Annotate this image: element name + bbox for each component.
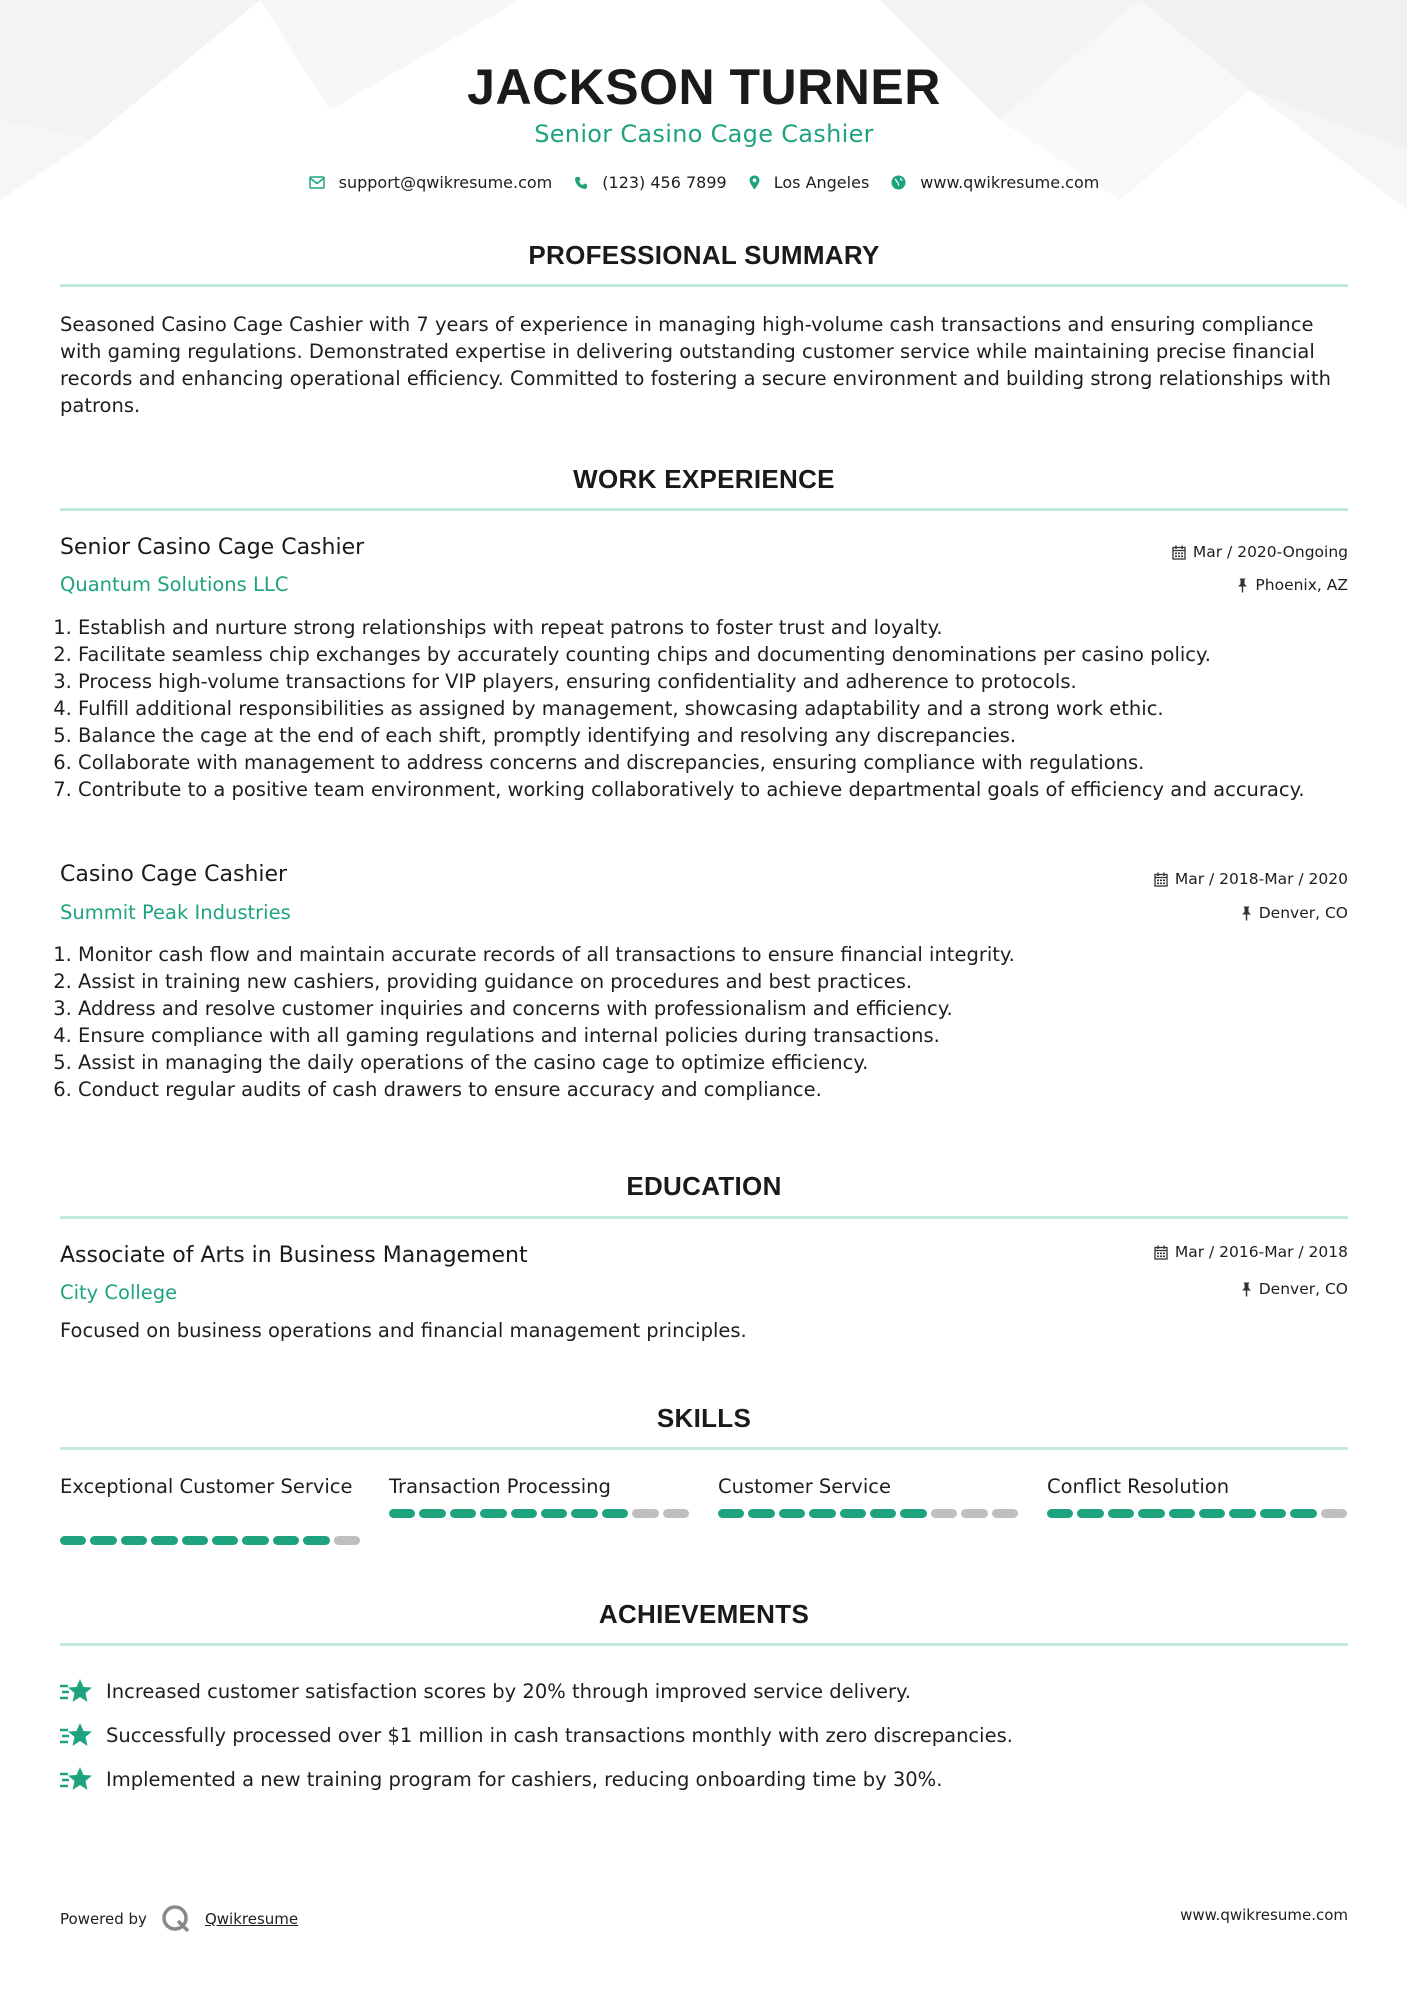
skill-name: Conflict Resolution (1047, 1475, 1230, 1498)
skill-level-segment (541, 1509, 567, 1518)
education-degree: Associate of Arts in Business Management (60, 1243, 528, 1268)
education-dates (1154, 1243, 1348, 1261)
contact-website-text: www.qwikresume.com (920, 173, 1100, 192)
qwikresume-logo-icon (161, 1904, 191, 1934)
list-item: 3. Address and resolve customer inquiries and concerns with professionalism and efficiency. (78, 995, 1348, 1022)
skill-level-segment (242, 1536, 268, 1545)
skill-level-segment (1199, 1509, 1225, 1518)
job-1-dates-text: Mar / 2020-Ongoing (1192, 543, 1348, 561)
contact-location-text: Los Angeles (773, 173, 870, 192)
experience-heading: WORK EXPERIENCE (573, 464, 835, 494)
job-1-title: Senior Casino Cage Cashier (60, 535, 365, 560)
experience-divider (60, 508, 1348, 511)
skill-level-segment (809, 1509, 835, 1518)
list-item: 6. Conduct regular audits of cash drawers to ensure accuracy and compliance. (78, 1076, 1348, 1103)
job-2-company: Summit Peak Industries (60, 901, 291, 924)
job-2-location-text: Denver, CO (1258, 904, 1348, 922)
skill-level-segment (1229, 1509, 1255, 1518)
list-item: 6. Collaborate with management to address concerns and discrepancies, ensuring compliance with regulations. (78, 749, 1348, 776)
star-icon (60, 1766, 92, 1792)
achievement-text: Successfully processed over $1 million in cash transactions monthly with zero discrepancies. (106, 1723, 1013, 1747)
skill-level-segment (480, 1509, 506, 1518)
contact-bar (60, 173, 1348, 192)
achievement-text: Increased customer satisfaction scores by 20% through improved service delivery. (106, 1679, 911, 1703)
education-school: City College (60, 1281, 178, 1304)
skill-level-segment (121, 1536, 147, 1545)
list-item: 2. Facilitate seamless chip exchanges by accurately counting chips and documenting denominations per casino policy. (78, 641, 1348, 668)
star-icon (60, 1722, 92, 1748)
skill-level-segment (840, 1509, 866, 1518)
skill-level-segment (90, 1536, 116, 1545)
list-item (60, 1713, 1348, 1757)
skill-level-segment (450, 1509, 476, 1518)
candidate-name: JACKSON TURNER (467, 59, 941, 115)
skill-level-bar (60, 1536, 360, 1545)
skill-level-segment (602, 1509, 628, 1518)
skill-name: Transaction Processing (389, 1475, 611, 1498)
footer-website[interactable]: www.qwikresume.com (1180, 1906, 1348, 1924)
skill-level-segment (511, 1509, 537, 1518)
contact-phone[interactable] (574, 173, 726, 192)
skill-level-segment (931, 1509, 957, 1518)
skill-level-segment (334, 1536, 360, 1545)
job-1-company: Quantum Solutions LLC (60, 573, 289, 596)
list-item: 5. Assist in managing the daily operations of the casino cage to optimize efficiency. (78, 1049, 1348, 1076)
skill-level-segment (663, 1509, 689, 1518)
summary-heading: PROFESSIONAL SUMMARY (528, 240, 880, 270)
list-item: 5. Balance the cage at the end of each shift, promptly identifying and resolving any discrepancies. (78, 722, 1348, 749)
contact-email-text: support@qwikresume.com (338, 173, 553, 192)
skill-item (1047, 1473, 1347, 1545)
skill-level-segment (961, 1509, 987, 1518)
star-icon (60, 1678, 92, 1704)
skill-level-segment (389, 1509, 415, 1518)
contact-phone-text: (123) 456 7899 (602, 173, 727, 192)
skill-level-segment (182, 1536, 208, 1545)
pushpin-icon (1237, 578, 1248, 593)
calendar-icon (1154, 1245, 1168, 1260)
pushpin-icon (1241, 1282, 1252, 1297)
envelope-icon (309, 176, 325, 189)
list-item: 2. Assist in training new cashiers, providing guidance on procedures and best practices. (78, 968, 1348, 995)
contact-website[interactable] (891, 173, 1099, 192)
job-2-responsibilities (60, 941, 1348, 1103)
footer-powered-by (60, 1904, 298, 1934)
list-item: 4. Ensure compliance with all gaming regulations and internal policies during transactions. (78, 1022, 1348, 1049)
skills-divider (60, 1447, 1348, 1450)
education-description: Focused on business operations and financial management principles. (60, 1319, 747, 1342)
skill-name: Exceptional Customer Service (60, 1475, 353, 1498)
skill-level-segment (212, 1536, 238, 1545)
skill-level-segment (870, 1509, 896, 1518)
education-dates-text: Mar / 2016-Mar / 2018 (1174, 1243, 1348, 1261)
skill-level-segment (632, 1509, 658, 1518)
job-2-dates (1154, 870, 1348, 888)
list-item: 1. Monitor cash flow and maintain accurate records of all transactions to ensure financial integrity. (78, 941, 1348, 968)
summary-text: Seasoned Casino Cage Cashier with 7 years of experience in managing high-volume cash transactions and ensuring compliance with gaming regulations. Demonstrated expertise in delivering outstanding customer service while maintaining precise financial records and enhancing operational efficiency. Committed to fostering a secure environment and building strong relationships with patrons. (60, 313, 1331, 417)
achievement-text: Implemented a new training program for cashiers, reducing onboarding time by 30%. (106, 1767, 943, 1791)
skill-level-segment (273, 1536, 299, 1545)
education-location-text: Denver, CO (1258, 1280, 1348, 1298)
skills-heading: SKILLS (656, 1403, 752, 1433)
skill-item (389, 1473, 689, 1545)
skill-level-bar (718, 1509, 1018, 1518)
calendar-icon (1154, 872, 1168, 887)
skill-level-segment (419, 1509, 445, 1518)
skill-level-segment (748, 1509, 774, 1518)
pushpin-icon (1241, 906, 1252, 921)
skill-level-segment (303, 1536, 329, 1545)
skill-level-bar (389, 1509, 689, 1518)
skill-level-segment (571, 1509, 597, 1518)
list-item (60, 1669, 1348, 1713)
achievements-divider (60, 1643, 1348, 1646)
skill-level-segment (1169, 1509, 1195, 1518)
contact-location (749, 173, 870, 192)
job-2-title: Casino Cage Cashier (60, 862, 288, 887)
job-2-location (1241, 904, 1348, 922)
skill-level-segment (992, 1509, 1018, 1518)
skill-level-segment (1260, 1509, 1286, 1518)
job-1-dates (1172, 543, 1348, 561)
skill-level-segment (900, 1509, 926, 1518)
achievements-heading: ACHIEVEMENTS (598, 1599, 810, 1629)
list-item (60, 1757, 1348, 1801)
calendar-icon (1172, 545, 1186, 560)
education-location (1241, 1280, 1348, 1298)
skill-level-segment (1077, 1509, 1103, 1518)
skill-level-segment (718, 1509, 744, 1518)
summary-divider (60, 284, 1348, 287)
skill-name: Customer Service (718, 1475, 891, 1498)
list-item: 3. Process high-volume transactions for VIP players, ensuring confidentiality and adherence to protocols. (78, 668, 1348, 695)
achievements-list (60, 1669, 1348, 1801)
map-pin-icon (749, 175, 760, 190)
powered-by-label: Powered by (60, 1910, 147, 1928)
qwikresume-link[interactable]: Qwikresume (204, 1910, 299, 1928)
contact-email[interactable] (309, 173, 553, 192)
skill-item (60, 1473, 360, 1545)
skill-level-segment (779, 1509, 805, 1518)
candidate-title: Senior Casino Cage Cashier (534, 120, 874, 148)
skill-level-segment (151, 1536, 177, 1545)
list-item: 1. Establish and nurture strong relationships with repeat patrons to foster trust and loyalty. (78, 614, 1348, 641)
skill-level-segment (1321, 1509, 1347, 1518)
skill-level-bar (1047, 1509, 1347, 1518)
list-item: 4. Fulfill additional responsibilities as assigned by management, showcasing adaptability and a strong work ethic. (78, 695, 1348, 722)
job-1-location (1237, 576, 1348, 594)
skills-grid (60, 1473, 1348, 1545)
skill-level-segment (1138, 1509, 1164, 1518)
skill-level-segment (1047, 1509, 1073, 1518)
phone-icon (574, 176, 588, 190)
skill-level-segment (1108, 1509, 1134, 1518)
job-1-responsibilities (60, 614, 1348, 803)
globe-icon (891, 175, 906, 190)
education-heading: EDUCATION (626, 1171, 782, 1201)
list-item: 7. Contribute to a positive team environment, working collaboratively to achieve departmental goals of efficiency and accuracy. (78, 776, 1348, 803)
job-2-dates-text: Mar / 2018-Mar / 2020 (1174, 870, 1348, 888)
skill-level-segment (60, 1536, 86, 1545)
education-divider (60, 1216, 1348, 1219)
skill-level-segment (1290, 1509, 1316, 1518)
job-1-location-text: Phoenix, AZ (1255, 576, 1348, 594)
skill-item (718, 1473, 1018, 1545)
